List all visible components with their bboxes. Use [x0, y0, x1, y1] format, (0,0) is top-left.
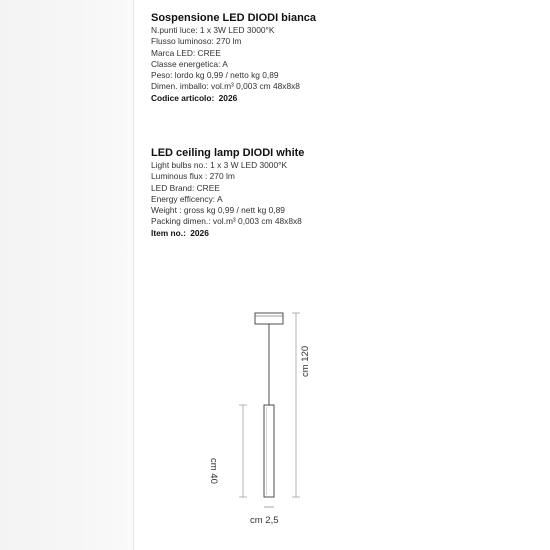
- english-spec-bulbs: Light bulbs no.: 1 x 3 W LED 3000°K: [151, 160, 288, 170]
- italian-spec-weight: Peso: lordo kg 0,99 / netto kg 0,89: [151, 70, 279, 81]
- italian-title: Sospensione LED DIODI bianca: [151, 12, 317, 24]
- italian-spec-bulbs: N.punti luce: 1 x 3W LED 3000°K: [151, 25, 275, 35]
- english-spec-energy: Energy efficency: A: [151, 193, 223, 204]
- italian-spec-brand: Marca LED: CREE: [151, 47, 221, 58]
- lamp-canopy: [255, 313, 283, 324]
- english-code-label: Item no.:: [151, 227, 186, 238]
- english-title: LED ceiling lamp DIODI white: [151, 147, 305, 159]
- italian-spec-flux: Flusso luminoso: 270 lm: [151, 36, 242, 47]
- english-spec-packing: Packing dimen.: vol.m³ 0,003 cm 48x8x8: [151, 216, 302, 227]
- english-spec-weight: Weight : gross kg 0,99 / nett kg 0,89: [151, 205, 285, 216]
- italian-spec-energy: Classe energetica: A: [151, 58, 228, 69]
- english-spec-brand: LED Brand: CREE: [151, 182, 220, 193]
- italian-code-value: 2026: [218, 92, 238, 103]
- italian-code-label: Codice articolo:: [151, 92, 215, 103]
- lamp-body-tube: [264, 405, 274, 497]
- english-code-value: 2026: [190, 227, 209, 238]
- english-spec-flux: Luminous flux : 270 lm: [151, 171, 235, 182]
- label-body-height: cm 40: [208, 458, 219, 484]
- italian-spec-packing: Dimen. imballo: vol.m³ 0,003 cm 48x8x8: [151, 81, 300, 92]
- label-diameter: cm 2,5: [250, 515, 279, 526]
- label-total-height: cm 120: [300, 345, 311, 377]
